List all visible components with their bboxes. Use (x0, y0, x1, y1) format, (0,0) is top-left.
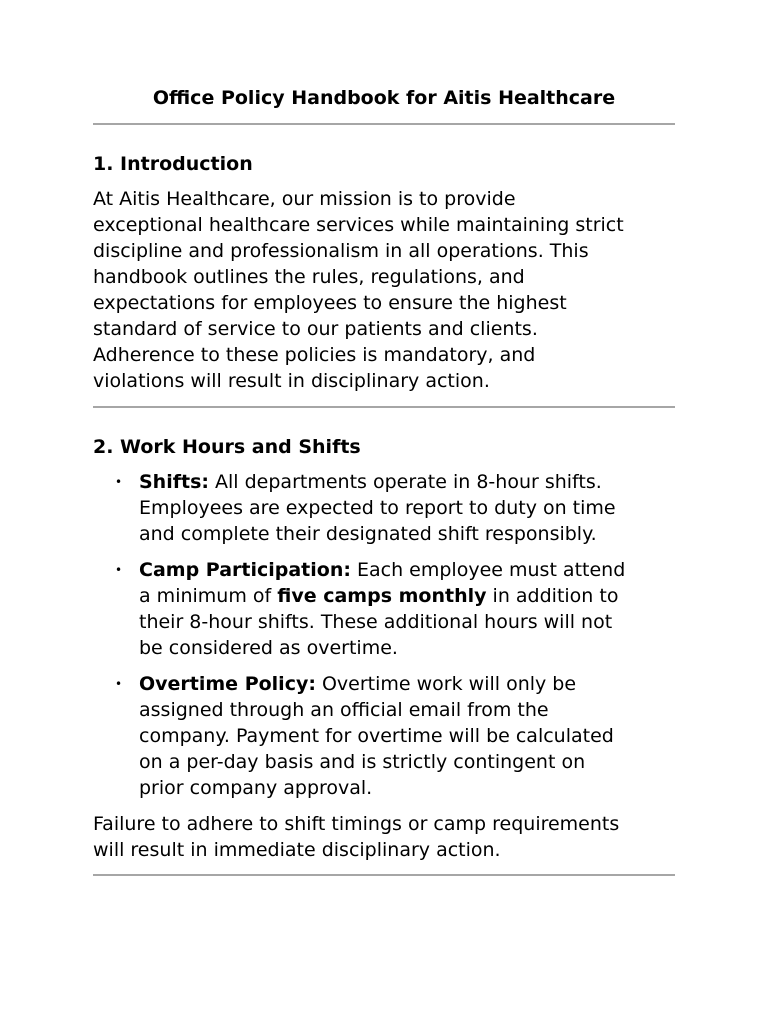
list-item-overtime-policy (93, 671, 675, 801)
closing-line: will result in immediate disciplinary action. (93, 839, 501, 861)
document-title: Office Policy Handbook for Aitis Healthcare (152, 87, 616, 109)
bullet-icon: • (115, 475, 123, 489)
introduction-divider (93, 406, 675, 408)
bullet-icon: • (115, 677, 123, 691)
item-label: Camp Participation: (139, 559, 351, 581)
item-text: be considered as overtime. (139, 637, 398, 659)
intro-line: At Aitis Healthcare, our mission is to provide (93, 188, 516, 210)
item-text: their 8-hour shifts. These additional hours will not (139, 611, 613, 633)
item-label: Overtime Policy: (139, 673, 316, 695)
item-text: Each employee must attend (350, 559, 626, 581)
intro-line: handbook outlines the rules, regulations, and (93, 266, 525, 288)
bullet-icon: • (115, 563, 123, 577)
intro-line: standard of service to our patients and clients. (93, 318, 538, 340)
item-text: on a per-day basis and is strictly contingent on (139, 751, 586, 773)
item-text: Overtime work will only be (315, 673, 577, 695)
item-text: prior company approval. (139, 777, 373, 799)
closing-paragraph (93, 811, 675, 863)
item-label: Shifts: (139, 471, 209, 493)
item-text: a minimum of (139, 585, 278, 607)
emphasis-text: five camps monthly (277, 585, 487, 607)
section-heading-introduction: 1. Introduction (93, 153, 253, 175)
closing-line: Failure to adhere to shift timings or camp requirements (93, 813, 620, 835)
item-text: assigned through an official email from the (139, 699, 549, 721)
list-item-camp-participation (93, 557, 675, 661)
intro-line: expectations for employees to ensure the highest (93, 292, 567, 314)
item-text: in addition to (486, 585, 619, 607)
intro-line: exceptional healthcare services while maintaining strict (93, 214, 624, 236)
title-divider (93, 123, 675, 125)
intro-line: discipline and professionalism in all operations. This (93, 240, 589, 262)
intro-line: violations will result in disciplinary action. (93, 370, 490, 392)
list-item-shifts (93, 469, 675, 547)
item-text: and complete their designated shift responsibly. (139, 523, 597, 545)
work-hours-divider (93, 874, 675, 876)
section-heading-work-hours: 2. Work Hours and Shifts (93, 436, 361, 458)
item-text: company. Payment for overtime will be calculated (139, 725, 614, 747)
introduction-paragraph (93, 186, 675, 394)
intro-line: Adherence to these policies is mandatory, and (93, 344, 536, 366)
item-text: Employees are expected to report to duty on time (139, 497, 616, 519)
item-text: All departments operate in 8-hour shifts. (208, 471, 602, 493)
work-hours-bullet-list (93, 469, 675, 811)
